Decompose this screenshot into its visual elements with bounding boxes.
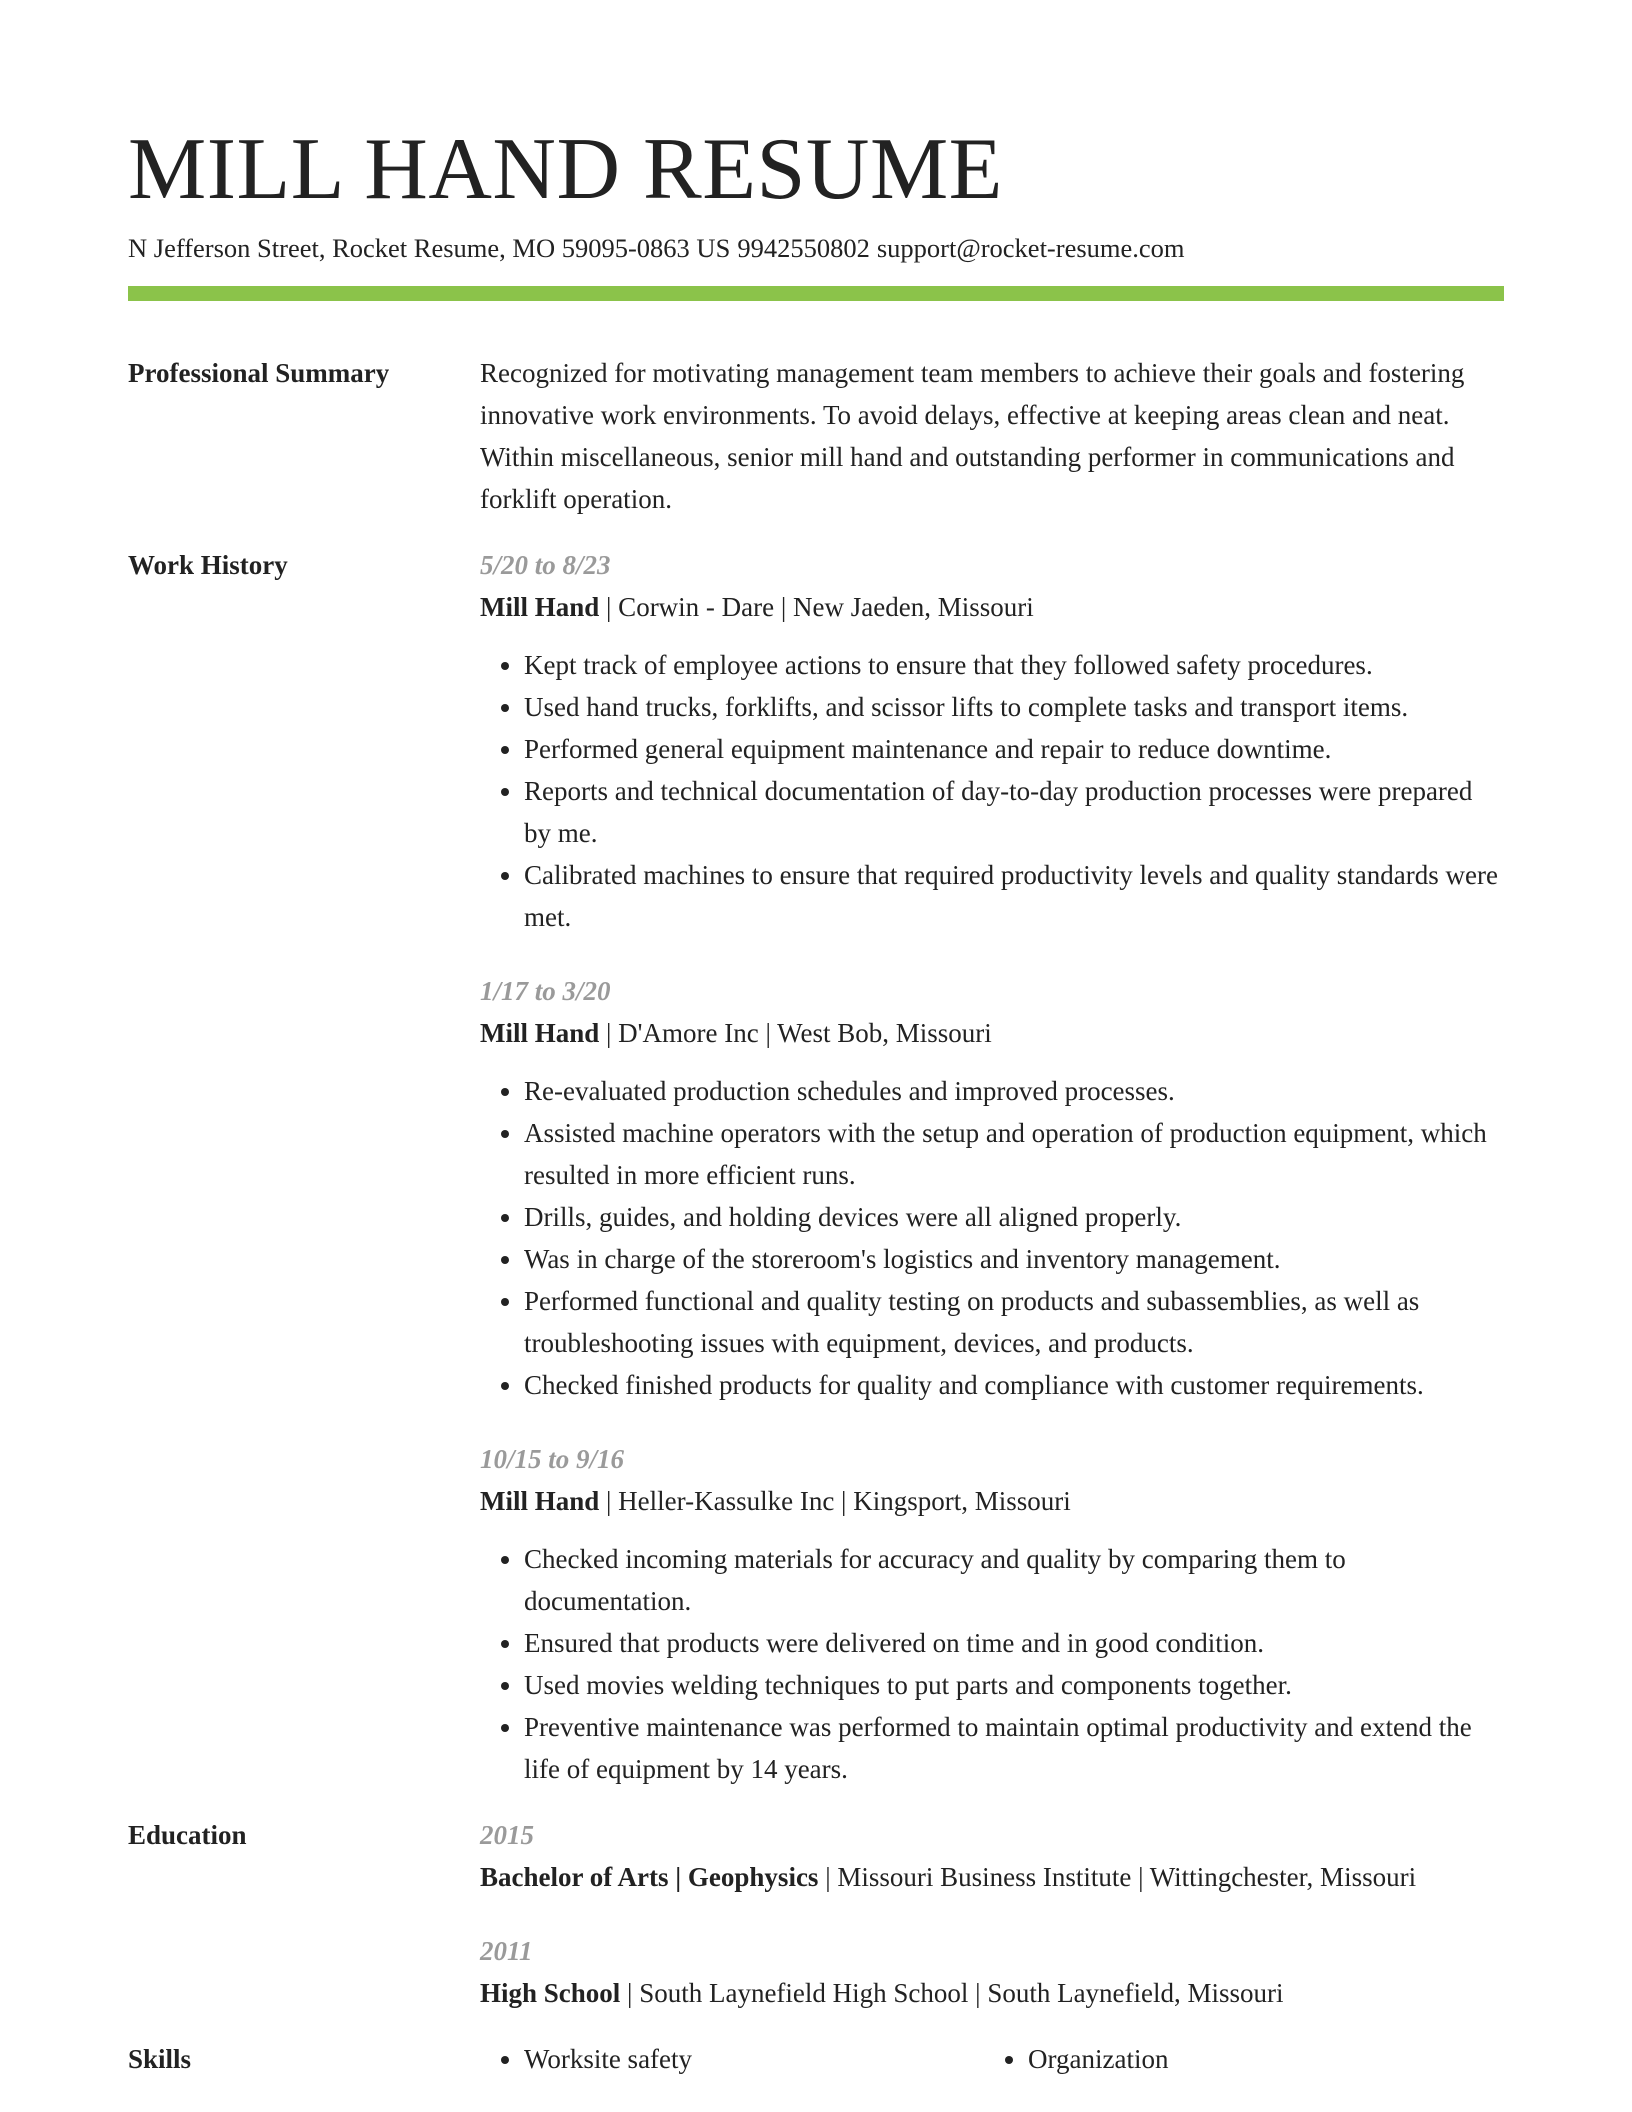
job-bullet: • Kept track of employee actions to ensure that they followed safety procedures.	[524, 644, 1504, 686]
resume-title: MILL HAND RESUME	[128, 121, 1003, 218]
job-bullets	[480, 644, 1504, 938]
resume-sections	[128, 352, 1504, 2104]
education-heading	[480, 1856, 1504, 1898]
work-history-section	[128, 544, 1504, 1790]
summary-section	[128, 352, 1504, 520]
job-bullet: • Used hand trucks, forklifts, and scissor lifts to complete tasks and transport items.	[524, 686, 1504, 728]
job-heading	[480, 586, 1504, 628]
job-bullet: • Checked finished products for quality and compliance with customer requirements.	[524, 1364, 1504, 1406]
job-bullet: • Performed functional and quality testing on products and subassemblies, as well as troubleshooting issues with equipment, devices, and products.	[524, 1280, 1504, 1364]
job-heading	[480, 1012, 1504, 1054]
job-bullet: • Used movies welding techniques to put parts and components together.	[524, 1664, 1504, 1706]
education-details: | Missouri Business Institute | Wittingchester, Missouri	[818, 1862, 1417, 1892]
education-year: 2011	[480, 1936, 533, 1966]
job-bullet: • Re-evaluated production schedules and improved processes.	[524, 1070, 1504, 1112]
contact-line	[128, 230, 1185, 266]
summary-body	[480, 352, 1504, 520]
work-history-body	[480, 544, 1504, 1790]
job-bullet: • Calibrated machines to ensure that required productivity levels and quality standards were met.	[524, 854, 1504, 938]
education-year: 2015	[480, 1820, 534, 1850]
education-degree: Bachelor of Arts | Geophysics	[480, 1862, 819, 1892]
job-details: | D'Amore Inc | West Bob, Missouri	[599, 1018, 992, 1048]
education-entry	[480, 1814, 1504, 1898]
job-bullet: • Checked incoming materials for accuracy and quality by comparing them to documentation.	[524, 1538, 1504, 1622]
skills-section	[128, 2038, 1504, 2080]
contact-address: N Jefferson Street, Rocket Resume, MO 59095-0863 US	[128, 233, 731, 263]
skills-label: Skills	[128, 2044, 192, 2074]
education-body	[480, 1814, 1504, 2014]
skills-grid	[480, 2038, 1504, 2080]
job-bullet: • Preventive maintenance was performed to maintain optimal productivity and extend the life of equipment by 14 years.	[524, 1706, 1504, 1790]
job-dates: 1/17 to 3/20	[480, 976, 611, 1006]
skills-column-left	[480, 2038, 984, 2080]
job-title: Mill Hand	[480, 592, 600, 622]
job-dates: 5/20 to 8/23	[480, 550, 611, 580]
education-section	[128, 1814, 1504, 2014]
job-bullet: • Was in charge of the storeroom's logistics and inventory management.	[524, 1238, 1504, 1280]
job-title: Mill Hand	[480, 1486, 600, 1516]
job-details: | Heller-Kassulke Inc | Kingsport, Missouri	[599, 1486, 1071, 1516]
education-details: | South Laynefield High School | South Laynefield, Missouri	[620, 1978, 1284, 2008]
skills-column-right	[984, 2038, 1488, 2080]
job-bullet: • Reports and technical documentation of day-to-day production processes were prepared by me.	[524, 770, 1504, 854]
education-label: Education	[128, 1820, 247, 1850]
job-bullets	[480, 1538, 1504, 1790]
skills-body	[480, 2038, 1504, 2080]
work-history-label: Work History	[128, 550, 288, 580]
job-title: Mill Hand	[480, 1018, 600, 1048]
job-dates: 10/15 to 9/16	[480, 1444, 625, 1474]
job-entry	[480, 544, 1504, 938]
education-entry	[480, 1930, 1504, 2014]
education-degree: High School	[480, 1978, 621, 2008]
skill-item: • Organization	[1028, 2038, 1488, 2080]
job-bullet: • Assisted machine operators with the setup and operation of production equipment, which resulted in more efficient runs.	[524, 1112, 1504, 1196]
summary-label: Professional Summary	[128, 358, 390, 388]
job-bullet: • Performed general equipment maintenance and repair to reduce downtime.	[524, 728, 1504, 770]
job-details: | Corwin - Dare | New Jaeden, Missouri	[599, 592, 1034, 622]
header-divider	[128, 286, 1504, 301]
job-bullets	[480, 1070, 1504, 1406]
contact-phone: 9942550802	[737, 233, 870, 263]
job-bullet: • Drills, guides, and holding devices were all aligned properly.	[524, 1196, 1504, 1238]
summary-text: Recognized for motivating management team members to achieve their goals and fostering innovative work environments. To avoid delays, effective at keeping areas clean and neat. Within miscellaneous, senior mill hand and outstanding performer in communications and forklift operation.	[480, 358, 1465, 514]
job-bullet: • Ensured that products were delivered on time and in good condition.	[524, 1622, 1504, 1664]
job-entry	[480, 970, 1504, 1406]
contact-email: support@rocket-resume.com	[876, 233, 1185, 263]
job-heading	[480, 1480, 1504, 1522]
education-heading	[480, 1972, 1504, 2014]
job-entry	[480, 1438, 1504, 1790]
skill-item: • Worksite safety	[524, 2038, 984, 2080]
